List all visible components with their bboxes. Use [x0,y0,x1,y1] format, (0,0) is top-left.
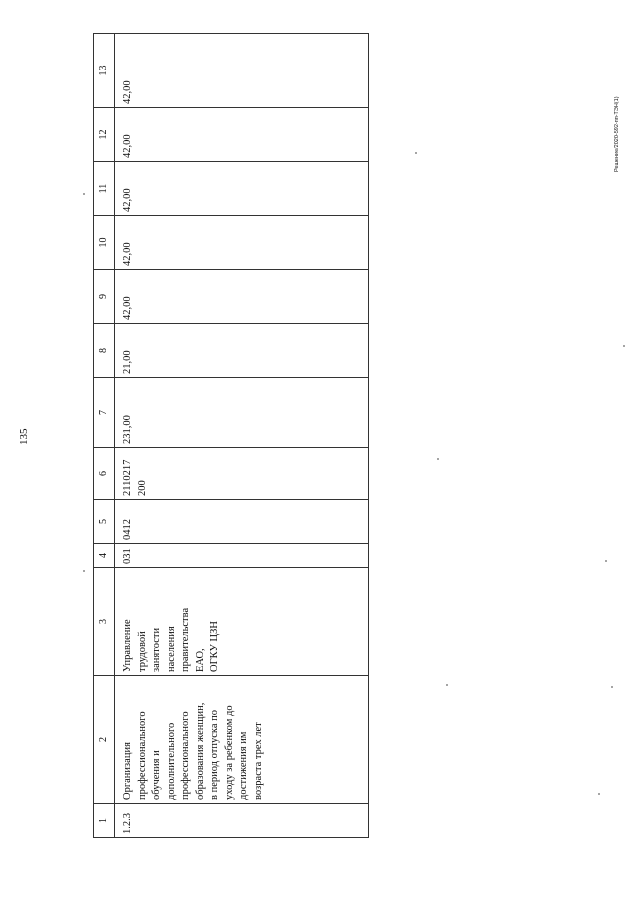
scan-speck [83,193,85,195]
cell-line: населения [165,626,177,672]
cell-line: 1.2.3 [122,813,133,834]
cell-line: 2110217 [122,459,133,496]
cell-item-number [115,804,369,838]
cell-value-12 [115,108,369,162]
cell-line: 42,00 [122,242,133,266]
cell-line: 42,00 [122,296,133,320]
scan-speck [437,458,439,460]
cell-line: правительства [180,607,191,672]
column-header-2: 2 [94,676,115,804]
column-header-3: 3 [94,568,115,676]
column-header-7: 7 [94,378,115,448]
budget-table [93,33,369,838]
cell-line: дополнительного [165,722,177,800]
column-header-6: 6 [94,448,115,500]
table-row [115,34,369,838]
cell-line: возраста трех лет [252,722,264,800]
cell-executor [115,568,369,676]
column-header-1: 1 [94,804,115,838]
cell-line: в период отпуска по [209,710,220,800]
scan-speck [415,152,417,154]
budget-table-container [93,34,369,838]
cell-line: 0412 [122,519,133,540]
scan-speck [605,560,607,562]
cell-line: ЕАО, [194,648,206,672]
cell-line: 42,00 [122,80,133,104]
cell-line: занятости [151,627,162,672]
column-header-4: 4 [94,544,115,568]
cell-value-7 [115,378,369,448]
cell-line: Организация [122,742,133,800]
cell-value-10 [115,216,369,270]
cell-line: ОГКУ ЦЗН [209,621,220,672]
cell-line: 200 [136,480,148,496]
cell-line: 42,00 [122,188,133,212]
cell-line: обучения и [151,750,162,800]
cell-value-9 [115,270,369,324]
cell-line: трудовой [136,631,148,672]
cell-line: 231,00 [122,415,133,444]
cell-line: 42,00 [122,134,133,158]
column-header-12: 12 [94,108,115,162]
cell-activity-name [115,676,369,804]
cell-line: уходу за ребенком до [223,705,235,800]
cell-line: Управление [122,619,133,672]
column-header-13: 13 [94,34,115,108]
cell-line: достижения им [238,731,249,800]
cell-value-8 [115,324,369,378]
cell-line: профессионального [136,711,148,800]
scan-speck [598,793,600,795]
column-header-11: 11 [94,162,115,216]
cell-line: образования женщин, [194,702,206,800]
column-header-9: 9 [94,270,115,324]
column-header-10: 10 [94,216,115,270]
cell-value-11 [115,162,369,216]
header-row [94,34,115,838]
page-number: 135 [18,428,30,445]
scan-speck [83,570,85,572]
cell-code-4 [115,544,369,568]
cell-line: профессионального [180,711,191,800]
scan-speck [446,684,448,686]
column-header-8: 8 [94,324,115,378]
column-header-5: 5 [94,500,115,544]
scan-speck [611,686,613,688]
side-reference: Решение/2020-592-пп-ТЭН(1) [614,96,620,172]
cell-line: 21,00 [122,350,133,374]
cell-line: 031 [122,548,133,564]
scan-speck [623,345,625,347]
cell-value-13 [115,34,369,108]
cell-code-6 [115,448,369,500]
cell-code-5 [115,500,369,544]
